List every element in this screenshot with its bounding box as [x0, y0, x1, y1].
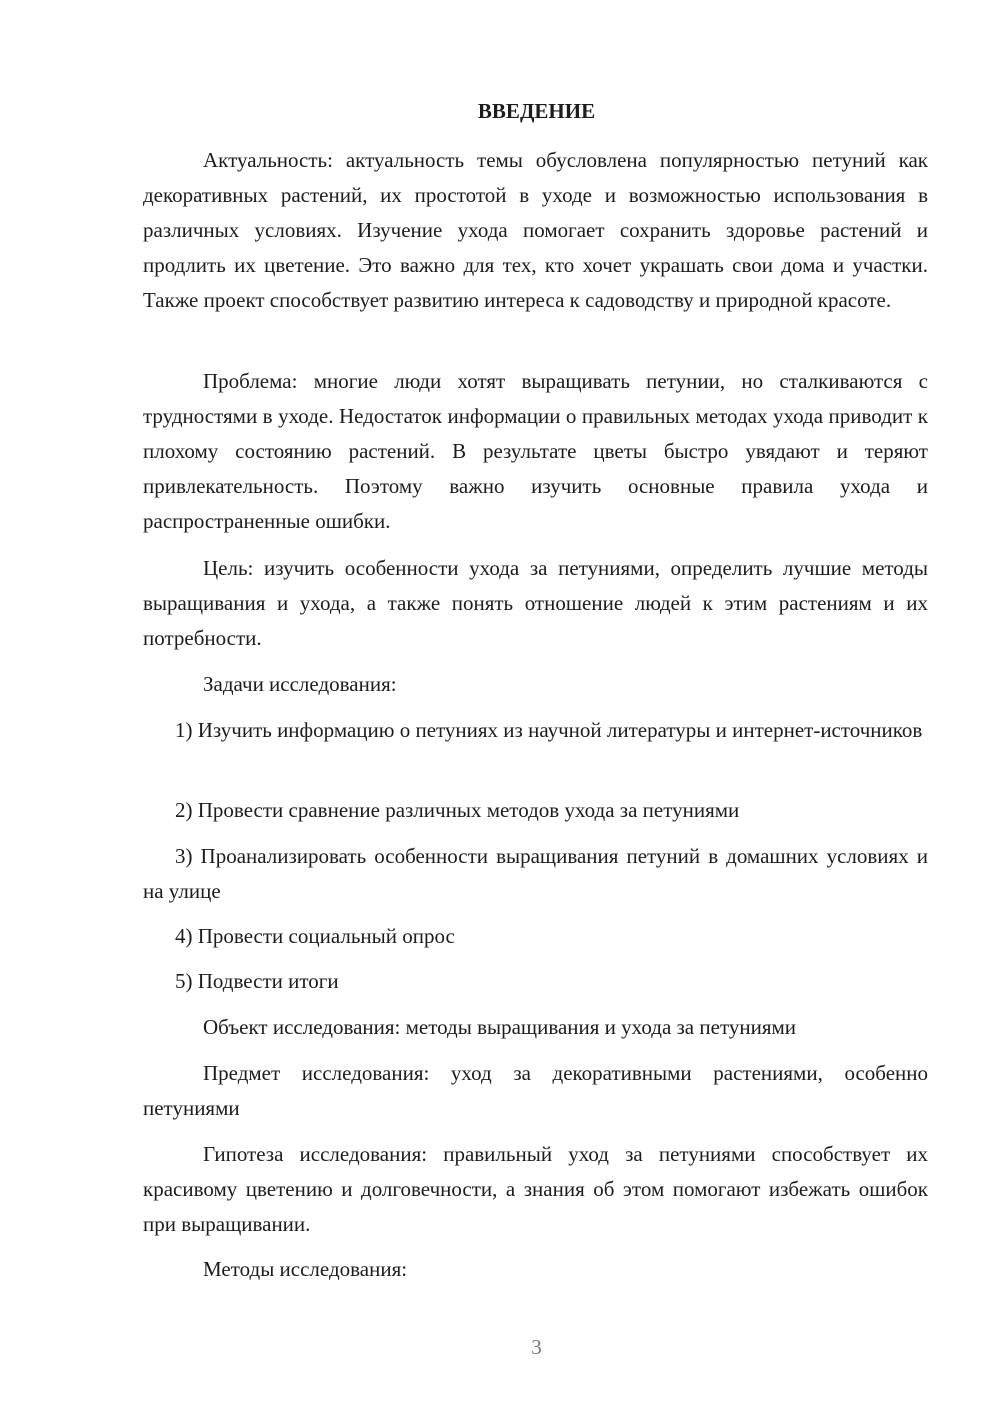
task-item-5: 5) Подвести итоги	[175, 969, 339, 993]
problem-paragraph: Проблема: многие люди хотят выращивать петунии, но сталкиваются с трудностями в уходе. Недостаток информации о правильных методах ухода приводит к плохому состоянию растений. В результате цветы быстро увядают и теряют привлекательность. Поэтому важно изучить основные правила ухода и распространенные ошибки.	[143, 369, 928, 533]
object-paragraph: Объект исследования: методы выращивания и ухода за петуниями	[203, 1015, 797, 1039]
page-title: ВВЕДЕНИЕ	[477, 99, 596, 123]
subject-paragraph: Предмет исследования: уход за декоративными растениями, особенно петуниями	[143, 1061, 928, 1120]
task-item-4: 4) Провести социальный опрос	[175, 924, 455, 948]
methods-heading: Методы исследования:	[203, 1257, 408, 1281]
tasks-heading: Задачи исследования:	[203, 672, 397, 696]
hypothesis-paragraph: Гипотеза исследования: правильный уход за петуниями способствует их красивому цветению и долговечности, а знания об этом помогают избежать ошибок при выращивании.	[143, 1142, 928, 1236]
task-item-1: 1) Изучить информацию о петуниях из научной литературы и интернет-источников	[175, 718, 923, 742]
task-item-2: 2) Провести сравнение различных методов ухода за петуниями	[175, 798, 740, 822]
relevance-paragraph: Актуальность: актуальность темы обусловлена популярностью петуний как декоративных растений, их простотой в уходе и возможностью использования в различных условиях. Изучение ухода помогает сохранить здоровье растений и продлить их цветение. Это важно для тех, кто хочет украшать свои дома и участки. Также проект способствует развитию интереса к садоводству и природной красоте.	[143, 148, 928, 312]
task-item-3: 3) Проанализировать особенности выращивания петуний в домашних условиях и на улице	[143, 844, 928, 903]
page-number: 3	[531, 1335, 542, 1359]
goal-paragraph: Цель: изучить особенности ухода за петуниями, определить лучшие методы выращивания и ухода, а также понять отношение людей к этим растениям и их потребности.	[143, 556, 928, 650]
